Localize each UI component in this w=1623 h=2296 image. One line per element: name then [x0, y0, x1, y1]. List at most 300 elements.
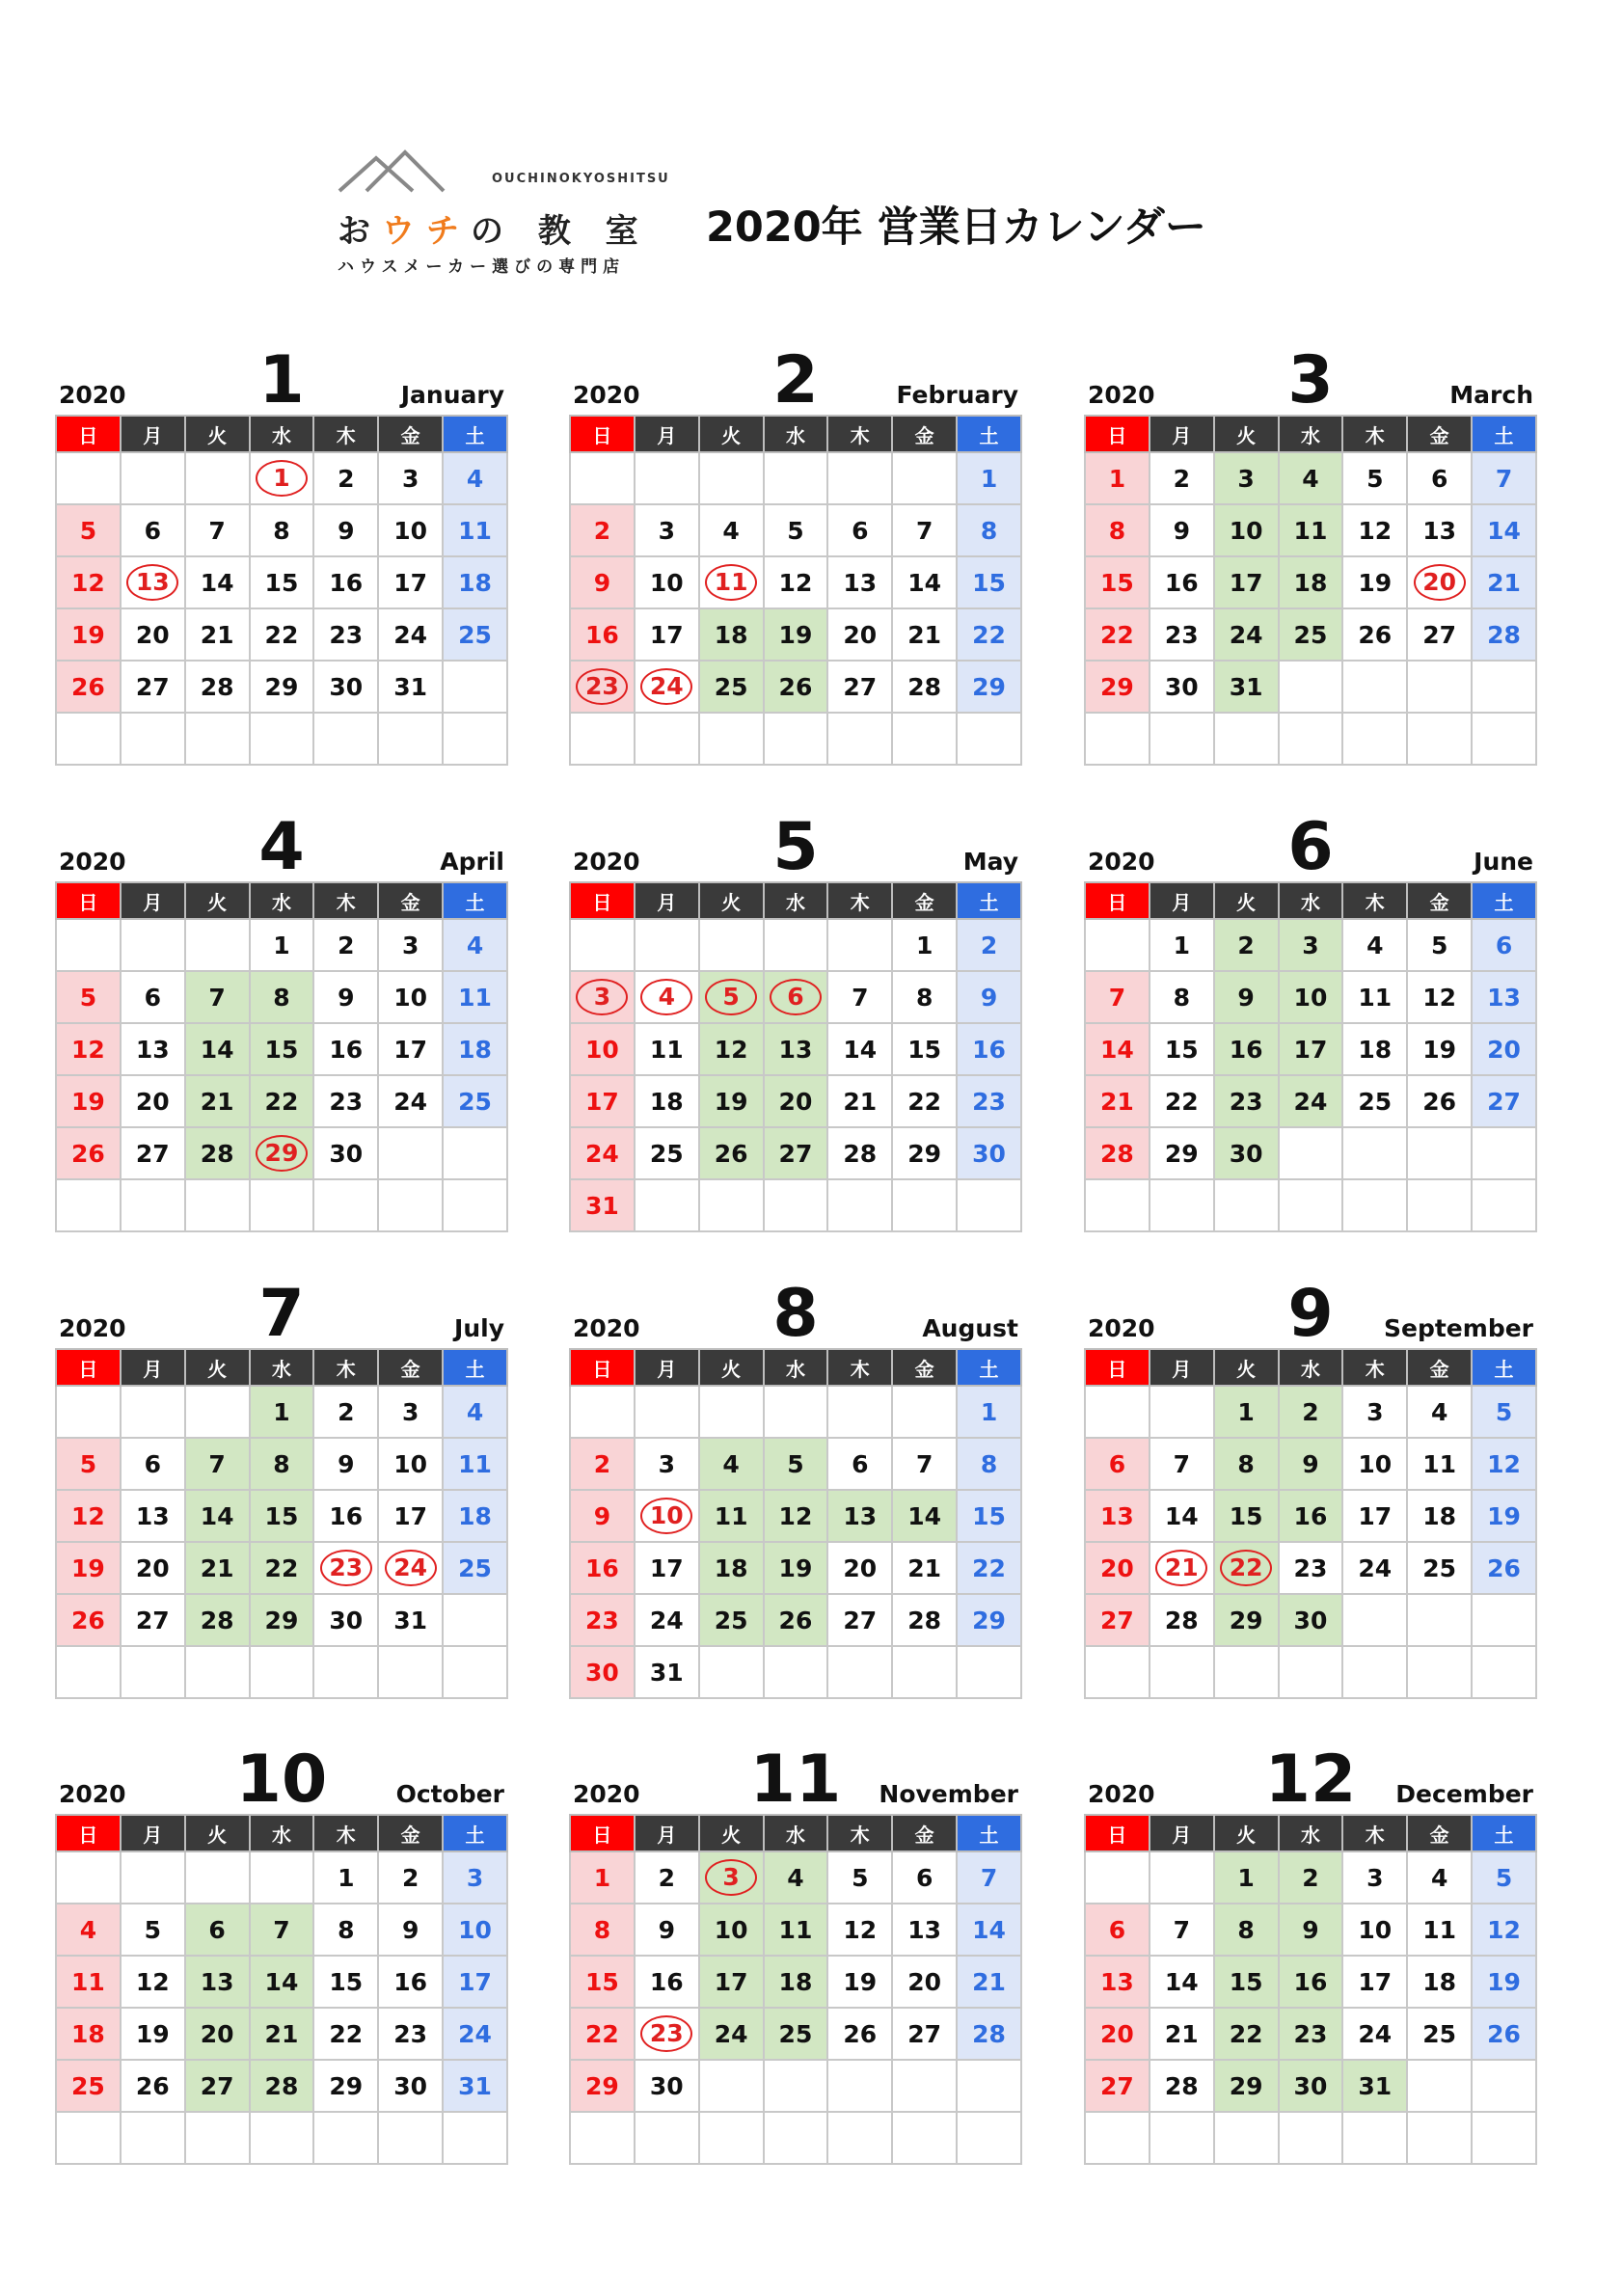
day-cell	[185, 1851, 250, 1904]
day-cell: 2	[570, 1438, 635, 1490]
day-cell: 4	[1407, 1851, 1472, 1904]
week-row	[570, 919, 1021, 971]
day-cell	[378, 713, 443, 765]
day-cell: 13	[1472, 971, 1536, 1023]
weekday-header-row	[56, 1815, 507, 1851]
day-cell	[1150, 1851, 1214, 1904]
day-cell: 11	[764, 1904, 828, 1956]
day-cell: 29	[1150, 1127, 1214, 1179]
day-cell: 12	[121, 1956, 185, 2008]
day-cell: 10	[378, 1438, 443, 1490]
day-cell: 29	[250, 661, 314, 713]
weekday-header: 土	[957, 1349, 1021, 1386]
day-cell: 12	[764, 556, 828, 608]
day-cell	[1472, 2060, 1536, 2112]
month-year: 2020	[59, 1314, 126, 1342]
week-row	[570, 713, 1021, 765]
week-row	[1085, 556, 1536, 608]
month-name: October	[395, 1780, 504, 1808]
holiday-circle: 23	[640, 2015, 692, 2052]
day-cell: 26	[56, 1594, 121, 1646]
day-cell	[56, 1179, 121, 1231]
week-row	[1085, 1490, 1536, 1542]
day-cell	[699, 452, 764, 504]
day-cell: 25	[1342, 1075, 1407, 1127]
day-cell: 12	[1472, 1904, 1536, 1956]
day-cell: 31	[1214, 661, 1279, 713]
logo-name-part: の 教 室	[471, 212, 650, 251]
weekday-header: 月	[1150, 1815, 1214, 1851]
day-cell	[699, 971, 764, 1023]
page-header	[338, 145, 1283, 280]
week-row	[570, 1542, 1021, 1594]
day-cell: 8	[313, 1904, 378, 1956]
day-cell: 28	[1150, 1594, 1214, 1646]
month-11	[569, 1737, 1022, 2165]
day-cell: 25	[443, 1075, 507, 1127]
weekday-header: 水	[1279, 416, 1343, 452]
weekday-header: 木	[1342, 882, 1407, 919]
week-row	[1085, 1904, 1536, 1956]
weekday-header: 木	[313, 416, 378, 452]
page-title: 2020年 営業日カレンダー	[706, 203, 1206, 252]
week-row	[56, 1851, 507, 1904]
day-cell: 16	[1279, 1490, 1343, 1542]
day-cell: 31	[570, 1179, 635, 1231]
weekday-header: 火	[1214, 1349, 1279, 1386]
day-cell: 26	[56, 661, 121, 713]
day-cell	[635, 452, 699, 504]
month-number: 8	[772, 1276, 819, 1352]
day-cell	[699, 2112, 764, 2164]
month-table	[1084, 1348, 1537, 1699]
day-cell: 17	[635, 608, 699, 661]
day-cell: 9	[1279, 1438, 1343, 1490]
day-cell: 9	[378, 1904, 443, 1956]
week-row	[1085, 452, 1536, 504]
day-cell: 19	[56, 608, 121, 661]
day-cell: 19	[56, 1542, 121, 1594]
day-cell	[1407, 1127, 1472, 1179]
day-cell: 8	[250, 971, 314, 1023]
weekday-header: 水	[250, 416, 314, 452]
day-cell: 25	[56, 2060, 121, 2112]
day-cell: 20	[892, 1956, 957, 2008]
day-cell	[1279, 713, 1343, 765]
weekday-header: 日	[56, 1349, 121, 1386]
week-row	[1085, 2060, 1536, 2112]
day-cell: 9	[313, 1438, 378, 1490]
day-cell	[443, 1594, 507, 1646]
day-cell: 14	[185, 1490, 250, 1542]
day-cell	[635, 661, 699, 713]
day-cell: 29	[250, 1594, 314, 1646]
week-row	[570, 504, 1021, 556]
day-cell: 5	[121, 1904, 185, 1956]
day-cell: 8	[250, 1438, 314, 1490]
day-cell: 18	[764, 1956, 828, 2008]
month-name: July	[454, 1314, 504, 1342]
day-cell	[1472, 2112, 1536, 2164]
week-row	[56, 1023, 507, 1075]
day-cell	[892, 2060, 957, 2112]
logo-name	[338, 204, 650, 252]
day-cell	[1342, 2112, 1407, 2164]
week-row	[1085, 1851, 1536, 1904]
weekday-header: 金	[1407, 1349, 1472, 1386]
day-cell: 14	[185, 556, 250, 608]
day-cell: 9	[570, 1490, 635, 1542]
day-cell: 17	[443, 1956, 507, 2008]
day-cell: 23	[957, 1075, 1021, 1127]
day-cell: 12	[1342, 504, 1407, 556]
weekday-header-row	[1085, 416, 1536, 452]
day-cell: 28	[827, 1127, 892, 1179]
day-cell: 19	[1407, 1023, 1472, 1075]
day-cell: 18	[699, 1542, 764, 1594]
day-cell: 11	[1342, 971, 1407, 1023]
day-cell: 8	[957, 504, 1021, 556]
day-cell: 8	[1214, 1438, 1279, 1490]
day-cell	[1407, 713, 1472, 765]
day-cell	[1214, 1646, 1279, 1698]
day-cell: 26	[764, 661, 828, 713]
holiday-circle: 22	[1220, 1550, 1272, 1586]
holiday-circle: 11	[705, 564, 757, 601]
day-cell: 18	[699, 608, 764, 661]
month-number: 7	[258, 1276, 305, 1352]
weekday-header: 木	[1342, 1815, 1407, 1851]
day-cell: 23	[313, 608, 378, 661]
month-number: 3	[1287, 342, 1334, 419]
day-cell	[185, 1646, 250, 1698]
day-cell	[1150, 2112, 1214, 2164]
month-header	[1084, 1271, 1537, 1352]
week-row	[56, 713, 507, 765]
weekday-header: 水	[764, 1815, 828, 1851]
logo-name-accent: ウチ	[382, 212, 471, 251]
day-cell	[957, 713, 1021, 765]
day-cell: 3	[378, 919, 443, 971]
day-cell: 14	[827, 1023, 892, 1075]
weekday-header: 水	[1279, 882, 1343, 919]
day-cell	[764, 919, 828, 971]
day-cell: 1	[250, 919, 314, 971]
day-cell: 27	[121, 1127, 185, 1179]
month-number: 4	[258, 809, 305, 885]
day-cell: 8	[892, 971, 957, 1023]
day-cell: 27	[1407, 608, 1472, 661]
weekday-header: 日	[1085, 1349, 1150, 1386]
day-cell: 13	[827, 556, 892, 608]
day-cell: 9	[1279, 1904, 1343, 1956]
month-table	[55, 1348, 508, 1699]
weekday-header: 金	[1407, 416, 1472, 452]
day-cell: 1	[957, 1386, 1021, 1438]
day-cell: 31	[378, 661, 443, 713]
day-cell: 24	[378, 608, 443, 661]
weekday-header: 木	[313, 1349, 378, 1386]
month-number: 2	[772, 342, 819, 419]
day-cell	[443, 1179, 507, 1231]
day-cell	[892, 1386, 957, 1438]
day-cell: 30	[1214, 1127, 1279, 1179]
day-cell: 16	[570, 1542, 635, 1594]
day-cell: 15	[1150, 1023, 1214, 1075]
week-row	[570, 2008, 1021, 2060]
week-row	[1085, 1438, 1536, 1490]
holiday-circle: 4	[640, 979, 692, 1015]
day-cell	[1407, 2112, 1472, 2164]
day-cell	[827, 919, 892, 971]
day-cell	[1407, 1179, 1472, 1231]
day-cell: 21	[185, 608, 250, 661]
day-cell: 7	[892, 504, 957, 556]
day-cell	[570, 919, 635, 971]
day-cell: 21	[1085, 1075, 1150, 1127]
day-cell	[699, 1646, 764, 1698]
week-row	[570, 2060, 1021, 2112]
day-cell	[827, 2112, 892, 2164]
day-cell: 16	[313, 1023, 378, 1075]
holiday-circle: 1	[256, 460, 308, 497]
weekday-header: 水	[250, 1815, 314, 1851]
month-6	[1084, 804, 1537, 1232]
day-cell: 15	[957, 556, 1021, 608]
day-cell: 21	[1472, 556, 1536, 608]
week-row	[1085, 1646, 1536, 1698]
day-cell	[1472, 1179, 1536, 1231]
day-cell: 18	[443, 1490, 507, 1542]
day-cell	[185, 2112, 250, 2164]
day-cell	[1407, 1646, 1472, 1698]
week-row	[56, 919, 507, 971]
day-cell: 24	[635, 1594, 699, 1646]
day-cell: 28	[1472, 608, 1536, 661]
day-cell: 19	[764, 1542, 828, 1594]
day-cell: 14	[1085, 1023, 1150, 1075]
day-cell: 13	[121, 1023, 185, 1075]
weekday-header: 火	[699, 882, 764, 919]
day-cell	[699, 556, 764, 608]
day-cell: 19	[1472, 1490, 1536, 1542]
day-cell: 6	[1085, 1904, 1150, 1956]
day-cell	[892, 1646, 957, 1698]
day-cell: 2	[957, 919, 1021, 971]
month-header	[569, 1271, 1022, 1352]
month-number: 5	[772, 809, 819, 885]
day-cell: 5	[56, 971, 121, 1023]
weekday-header: 水	[250, 1349, 314, 1386]
day-cell	[185, 1386, 250, 1438]
day-cell: 15	[250, 1023, 314, 1075]
day-cell: 29	[1214, 1594, 1279, 1646]
week-row	[56, 1904, 507, 1956]
day-cell: 6	[892, 1851, 957, 1904]
house-roof-icon	[338, 145, 482, 193]
day-cell: 5	[764, 1438, 828, 1490]
day-cell	[313, 2112, 378, 2164]
month-number: 9	[1287, 1276, 1334, 1352]
day-cell: 16	[957, 1023, 1021, 1075]
day-cell: 24	[699, 2008, 764, 2060]
day-cell: 7	[185, 1438, 250, 1490]
day-cell: 20	[121, 608, 185, 661]
month-name: April	[440, 848, 504, 876]
day-cell: 22	[313, 2008, 378, 2060]
month-table	[1084, 881, 1537, 1232]
day-cell	[378, 1179, 443, 1231]
day-cell: 12	[56, 1023, 121, 1075]
week-row	[570, 1386, 1021, 1438]
day-cell: 22	[1214, 2008, 1279, 2060]
day-cell: 21	[185, 1542, 250, 1594]
week-row	[56, 504, 507, 556]
day-cell: 6	[121, 971, 185, 1023]
day-cell	[1085, 1179, 1150, 1231]
month-table	[569, 1814, 1022, 2165]
day-cell: 22	[892, 1075, 957, 1127]
weekday-header: 月	[635, 882, 699, 919]
day-cell: 30	[570, 1646, 635, 1698]
day-cell	[827, 1179, 892, 1231]
day-cell: 14	[1472, 504, 1536, 556]
day-cell: 25	[635, 1127, 699, 1179]
day-cell	[1407, 661, 1472, 713]
day-cell: 28	[185, 1594, 250, 1646]
day-cell: 5	[56, 504, 121, 556]
weekday-header: 月	[121, 416, 185, 452]
day-cell	[313, 713, 378, 765]
day-cell	[185, 452, 250, 504]
day-cell: 8	[1150, 971, 1214, 1023]
day-cell: 4	[764, 1851, 828, 1904]
day-cell: 6	[1407, 452, 1472, 504]
day-cell: 10	[443, 1904, 507, 1956]
day-cell: 27	[764, 1127, 828, 1179]
day-cell: 13	[1085, 1956, 1150, 2008]
weekday-header: 水	[250, 882, 314, 919]
day-cell	[1472, 661, 1536, 713]
weekday-header: 月	[1150, 1349, 1214, 1386]
month-year: 2020	[573, 848, 640, 876]
day-cell: 17	[378, 1023, 443, 1075]
day-cell: 21	[1150, 2008, 1214, 2060]
day-cell: 1	[1085, 452, 1150, 504]
weekday-header: 金	[892, 416, 957, 452]
day-cell: 17	[1214, 556, 1279, 608]
day-cell: 26	[56, 1127, 121, 1179]
weekday-header: 月	[635, 1815, 699, 1851]
holiday-circle: 23	[576, 668, 628, 705]
day-cell: 26	[827, 2008, 892, 2060]
day-cell	[185, 919, 250, 971]
day-cell	[250, 1646, 314, 1698]
day-cell: 23	[570, 1594, 635, 1646]
weekday-header: 日	[570, 416, 635, 452]
weekday-header: 月	[1150, 882, 1214, 919]
month-year: 2020	[59, 381, 126, 409]
day-cell: 27	[1085, 2060, 1150, 2112]
day-cell	[570, 971, 635, 1023]
day-cell: 16	[313, 556, 378, 608]
day-cell: 30	[1279, 1594, 1343, 1646]
day-cell	[1342, 661, 1407, 713]
day-cell	[570, 452, 635, 504]
day-cell: 17	[378, 1490, 443, 1542]
day-cell	[121, 452, 185, 504]
day-cell	[570, 713, 635, 765]
week-row	[56, 2008, 507, 2060]
week-row	[56, 1490, 507, 1542]
day-cell: 5	[1342, 452, 1407, 504]
weekday-header: 金	[1407, 882, 1472, 919]
day-cell: 10	[1342, 1904, 1407, 1956]
day-cell: 19	[827, 1956, 892, 2008]
weekday-header: 木	[1342, 416, 1407, 452]
week-row	[1085, 661, 1536, 713]
day-cell	[443, 713, 507, 765]
month-year: 2020	[1088, 848, 1155, 876]
day-cell: 27	[121, 1594, 185, 1646]
day-cell: 18	[443, 1023, 507, 1075]
day-cell: 30	[313, 661, 378, 713]
day-cell: 2	[378, 1851, 443, 1904]
day-cell: 19	[764, 608, 828, 661]
day-cell: 31	[635, 1646, 699, 1698]
weekday-header-row	[570, 1349, 1021, 1386]
day-cell	[121, 1646, 185, 1698]
week-row	[1085, 919, 1536, 971]
day-cell: 15	[1214, 1490, 1279, 1542]
day-cell: 22	[1085, 608, 1150, 661]
day-cell	[570, 661, 635, 713]
day-cell: 1	[1214, 1386, 1279, 1438]
day-cell: 3	[378, 452, 443, 504]
day-cell: 26	[699, 1127, 764, 1179]
day-cell: 27	[1085, 1594, 1150, 1646]
day-cell	[892, 713, 957, 765]
day-cell: 14	[1150, 1956, 1214, 2008]
day-cell: 28	[185, 1127, 250, 1179]
day-cell	[1279, 1127, 1343, 1179]
day-cell: 28	[185, 661, 250, 713]
day-cell: 29	[892, 1127, 957, 1179]
day-cell: 9	[1150, 504, 1214, 556]
week-row	[570, 1490, 1021, 1542]
weekday-header: 火	[1214, 1815, 1279, 1851]
day-cell	[121, 1386, 185, 1438]
day-cell	[764, 2060, 828, 2112]
holiday-circle: 20	[1414, 564, 1466, 601]
month-year: 2020	[573, 381, 640, 409]
day-cell: 21	[250, 2008, 314, 2060]
month-table	[55, 415, 508, 766]
weekday-header: 土	[957, 416, 1021, 452]
day-cell: 18	[1279, 556, 1343, 608]
day-cell: 3	[443, 1851, 507, 1904]
day-cell	[56, 1851, 121, 1904]
day-cell	[635, 2112, 699, 2164]
month-1	[55, 338, 508, 766]
week-row	[1085, 1386, 1536, 1438]
day-cell: 21	[957, 1956, 1021, 2008]
day-cell: 23	[378, 2008, 443, 2060]
day-cell: 28	[892, 1594, 957, 1646]
month-header	[1084, 338, 1537, 419]
month-name: November	[879, 1780, 1018, 1808]
day-cell	[699, 1179, 764, 1231]
